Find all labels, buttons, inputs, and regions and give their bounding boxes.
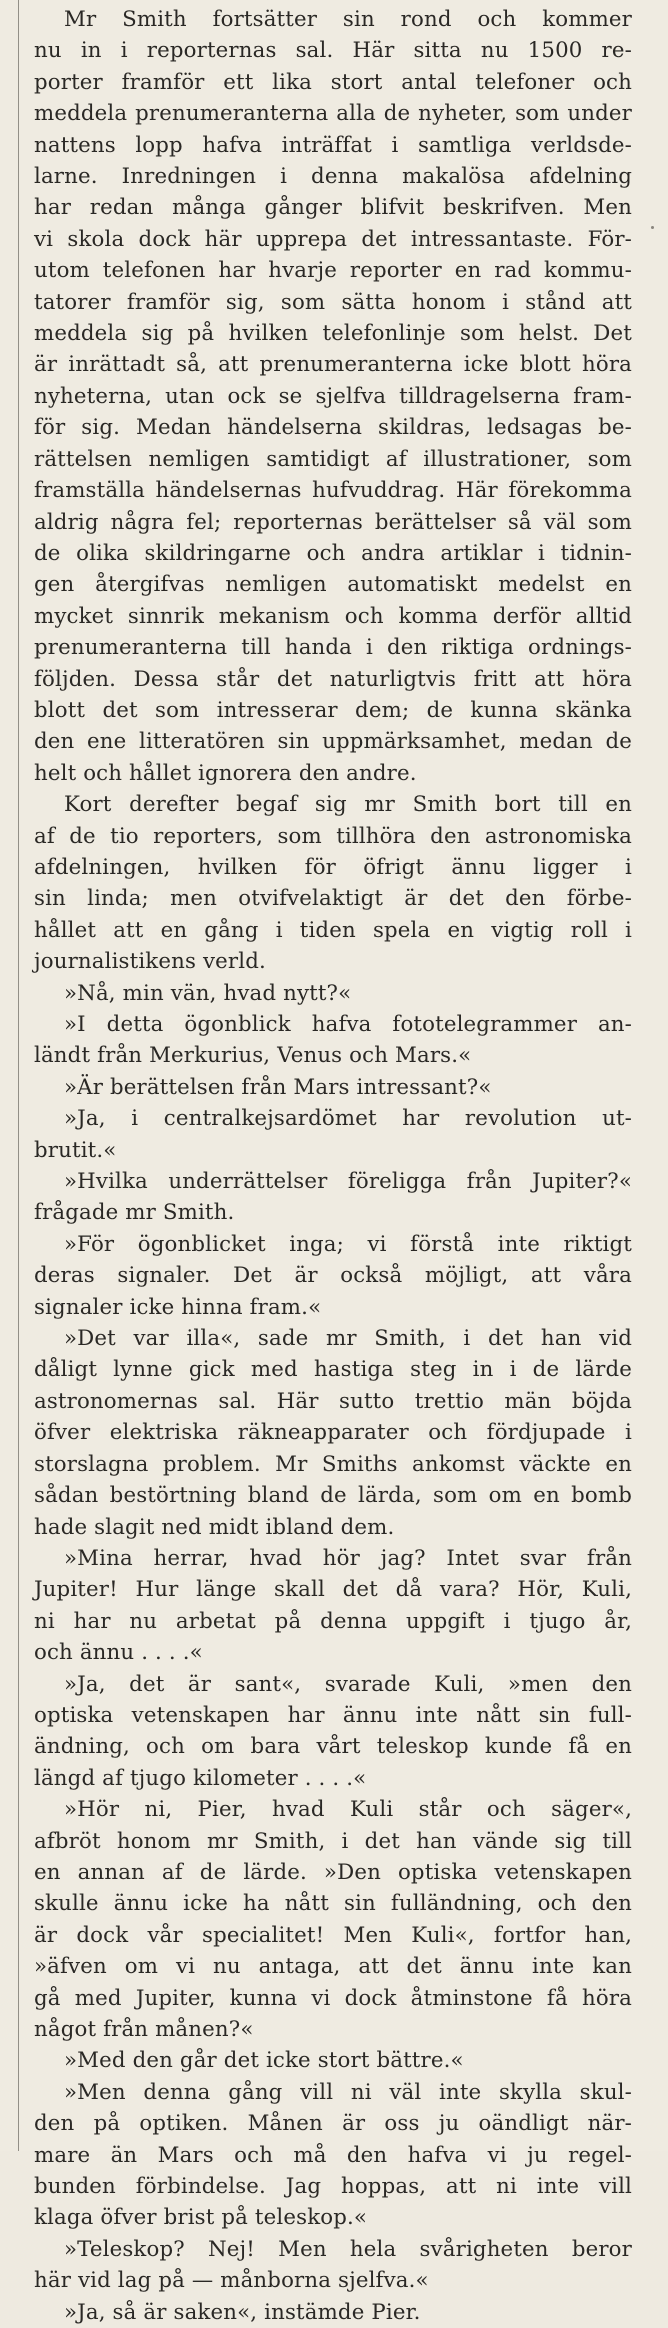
article-column (34, 4, 632, 2328)
article-line: tatorer framför sig, som sätta honom i stånd att (34, 289, 632, 315)
article-line: framställa händelsernas hufvuddrag. Här förekomma (34, 478, 632, 504)
article-line: meddela sig på hvilken telefonlinje som helst. Det (34, 321, 632, 347)
article-line: nu in i reporternas sal. Här sitta nu 1500 re- (34, 38, 632, 64)
print-speck (651, 226, 654, 229)
article-line: signaler icke hinna fram.« (34, 1294, 322, 1320)
article-line: öfver elektriska räkneapparater och fördjupade i (34, 1420, 632, 1446)
article-line: hade slagit ned midt ibland dem. (34, 1514, 395, 1540)
article-line: afbröt honom mr Smith, i det han vände sig till (34, 1828, 632, 1854)
article-line: deras signaler. Det är också möjligt, att våra (34, 1263, 632, 1289)
article-line: ändning, och om bara vårt teleskop kunde få en (34, 1734, 632, 1760)
article-line: utom telefonen har hvarje reporter en rad kommu- (34, 258, 632, 284)
article-line: något från månen?« (34, 2017, 254, 2042)
article-line: »äfven om vi nu antaga, att det ännu inte kan (34, 1954, 632, 1980)
article-line: här vid lag på — månborna sjelfva.« (34, 2268, 429, 2294)
article-line: mycket sinnrik mekanism och komma derför alltid (34, 603, 632, 629)
article-line: den ene litteratören sin uppmärksamhet, medan de (34, 729, 632, 755)
article-line: »Nå, min vän, hvad nytt?« (64, 980, 352, 1006)
article-line: har redan många gånger blifvit beskrifven. Men (34, 195, 632, 221)
article-line: »Är berättelsen från Mars intressant?« (64, 1074, 492, 1100)
article-line: »Med den går det icke stort bättre.« (64, 2048, 464, 2074)
article-line: dåligt lynne gick med hastiga steg in i de lärde (34, 1357, 632, 1383)
article-line: är dock vår specialitet! Men Kuli«, fortfor han, (34, 1922, 632, 1948)
article-line: skulle ännu icke ha nått sin fulländning, och den (34, 1891, 632, 1917)
article-line: »Hvilka underrättelser föreligga från Jupiter?« (64, 1169, 632, 1195)
article-line: prenumeranterna till handa i den riktiga ordnings- (34, 635, 632, 661)
article-line: »Ja, det är sant«, svarade Kuli, »men den (64, 1671, 632, 1697)
article-line: rättelsen nemligen samtidigt af illustrationer, som (34, 446, 632, 472)
article-line: klaga öfver brist på teleskop.« (34, 2205, 368, 2231)
article-line: nyheterna, utan ock se sjelfva tilldragelserna fram- (34, 383, 632, 409)
article-line: Jupiter! Hur länge skall det då vara? Hör, Kuli, (34, 1577, 632, 1603)
article-line: »Det var illa«, sade mr Smith, i det han vid (64, 1326, 632, 1352)
article-line: »Hör ni, Pier, hvad Kuli står och säger«, (64, 1797, 632, 1823)
article-line: längd af tjugo kilometer . . . .« (34, 1765, 367, 1791)
article-line: »För ögonblicket inga; vi förstå inte riktigt (64, 1231, 632, 1257)
article-line: gå med Jupiter, kunna vi dock åtminstone få höra (34, 1985, 632, 2011)
article-line: frågade mr Smith. (34, 1200, 235, 1226)
article-line: nattens lopp hafva inträffat i samtliga verldsde- (34, 132, 632, 158)
article-line: hållet att en gång i tiden spela en vigtig roll i (34, 917, 632, 943)
article-line: porter framför ett lika stort antal telefoner och (34, 69, 632, 95)
column-rule (18, 0, 19, 2151)
article-line: bunden förbindelse. Jag hoppas, att ni inte vill (34, 2174, 632, 2200)
article-line: och ännu . . . .« (34, 1640, 203, 1666)
article-line: »Ja, så är saken«, instämde Pier. (64, 2299, 421, 2325)
article-line: följden. Dessa står det naturligtvis fritt att höra (34, 666, 632, 692)
article-line: »Teleskop? Nej! Men hela svårigheten beror (64, 2236, 632, 2262)
article-line: Kort derefter begaf sig mr Smith bort till en (64, 792, 632, 818)
article-line: »I detta ögonblick hafva fototelegrammer an- (64, 1012, 632, 1037)
article-line: af de tio reporters, som tillhöra den astronomiska (34, 823, 632, 849)
article-line: astronomernas sal. Här sutto trettio män böjda (34, 1388, 632, 1414)
article-line: brutit.« (34, 1137, 117, 1163)
article-line: de olika skildringarne och andra artiklar i tidnin- (34, 540, 632, 566)
article-line: ländt från Merkurius, Venus och Mars.« (34, 1043, 472, 1069)
article-line: helt och hållet ignorera den andre. (34, 760, 417, 786)
article-line: optiska vetenskapen har ännu inte nått sin full- (34, 1702, 632, 1728)
article-line: meddela prenumeranterna alla de nyheter, som under (34, 101, 632, 127)
article-line: blott det som intresserar dem; de kunna skänka (34, 697, 632, 723)
article-line: larne. Inredningen i denna makalösa afdelning (34, 164, 632, 190)
article-line: vi skola dock här upprepa det intressantaste. För- (34, 226, 632, 252)
article-line: gen återgifvas nemligen automatiskt medelst en (34, 572, 632, 598)
article-line: ni har nu arbetat på denna uppgift i tjugo år, (34, 1608, 632, 1634)
article-line: en annan af de lärde. »Den optiska vetenskapen (34, 1859, 632, 1885)
article-line: mare än Mars och må den hafva vi ju regel- (34, 2142, 632, 2168)
article-line: den på optiken. Månen är oss ju oändligt när- (34, 2111, 632, 2137)
article-line: för sig. Medan händelserna skildras, ledsagas be- (34, 415, 632, 441)
article-line: är inrättadt så, att prenumeranterna icke blott höra (34, 352, 632, 378)
article-line: »Mina herrar, hvad hör jag? Intet svar från (64, 1545, 632, 1571)
article-line: aldrig några fel; reporternas berättelser så väl som (34, 509, 632, 535)
article-line: storslagna problem. Mr Smiths ankomst väckte en (34, 1451, 632, 1477)
article-line: »Men denna gång vill ni väl inte skylla skul- (64, 2079, 632, 2105)
article-line: afdelningen, hvilken för öfrigt ännu ligger i (34, 854, 632, 880)
article-line: journalistikens verld. (34, 949, 266, 975)
article-line: sådan bestörtning bland de lärda, som om en bomb (34, 1483, 632, 1509)
article-line: sin linda; men otvifvelaktigt är det den förbe- (34, 886, 632, 912)
article-line: »Ja, i centralkejsardömet har revolution ut- (64, 1106, 632, 1132)
article-line: Mr Smith fortsätter sin rond och kommer (64, 7, 632, 32)
